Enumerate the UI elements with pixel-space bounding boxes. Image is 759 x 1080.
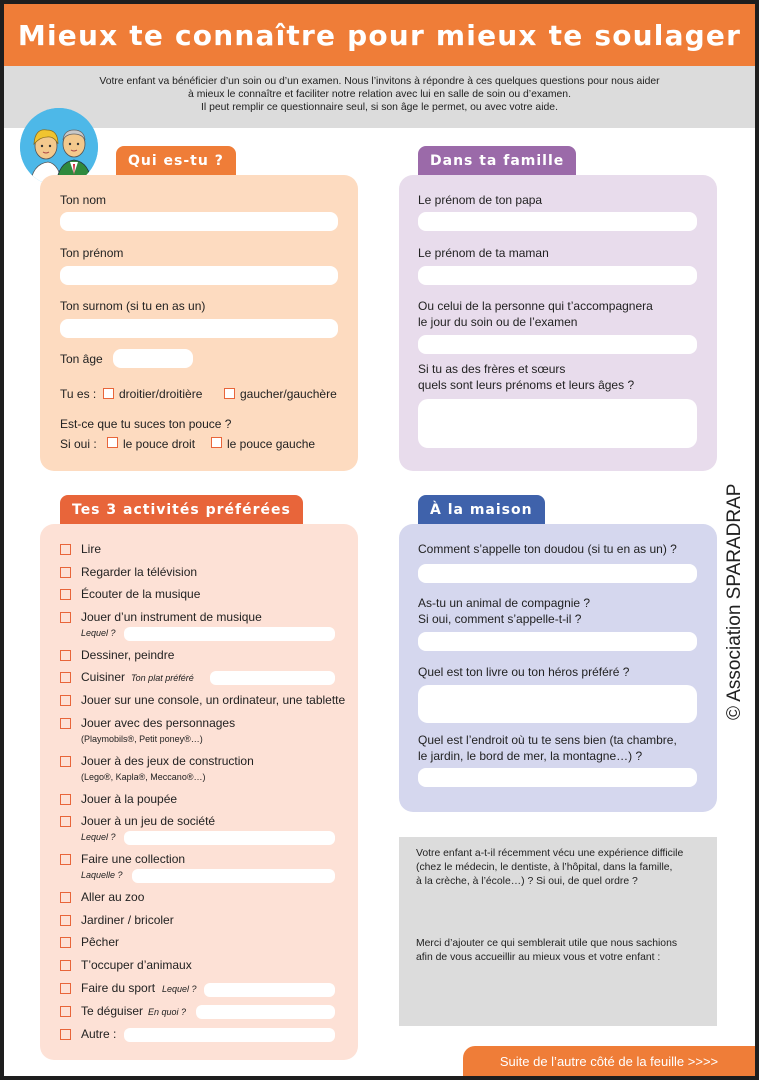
copyright-notice: © Association SPARADRAP — [724, 483, 745, 720]
label-maman: Le prénom de ta maman — [418, 246, 549, 260]
label-animal-2: Si oui, comment s’appelle-t-il ? — [418, 612, 582, 626]
livre-heros-field[interactable] — [418, 685, 697, 723]
label-endroit-1: Quel est l’endroit où tu te sens bien (ta chambre, — [418, 733, 677, 747]
autre-field[interactable] — [124, 1028, 335, 1042]
page-title: Mieux te connaître pour mieux te soulager — [17, 18, 742, 52]
label-age: Ton âge — [60, 352, 103, 366]
collection-field[interactable] — [132, 869, 335, 883]
droitier-checkbox[interactable] — [103, 388, 114, 399]
label-freres-2: quels sont leurs prénoms et leurs âges ? — [418, 378, 635, 392]
tab-a-la-maison — [418, 495, 545, 525]
endroit-field[interactable] — [418, 768, 697, 787]
maison-tab-label: À la maison — [430, 502, 533, 518]
label-pouce-droit: le pouce droit — [123, 437, 196, 451]
intro-line-3: Il peut remplir ce questionnaire seul, si son âge le permet, ou avec votre aide. — [201, 102, 558, 113]
label-nom: Ton nom — [60, 193, 107, 207]
label-droitier: droitier/droitière — [119, 387, 203, 401]
deguisement-field[interactable] — [196, 1005, 335, 1019]
parents-q1-line-3: à la crèche, à l’école…) ? Si oui, de quel ordre ? — [416, 876, 638, 887]
label-animal-1: As-tu un animal de compagnie ? — [418, 596, 591, 610]
plat-prefere-label: Ton plat préféré — [131, 673, 194, 683]
activite-label: Jouer d’un instrument de musique — [81, 610, 262, 624]
activite-label: Jouer à la poupée — [81, 792, 178, 806]
activite-label: Jouer à des jeux de construction — [81, 754, 254, 768]
page-header — [4, 4, 755, 66]
activite-checkbox[interactable] — [60, 960, 71, 971]
parents-question-2 — [416, 937, 701, 965]
animal-field[interactable] — [418, 632, 697, 651]
qui-tab-label: Qui es-tu ? — [128, 153, 224, 169]
activite-label: Jouer sur une console, un ordinateur, une tablette — [81, 693, 346, 707]
label-gaucher: gaucher/gauchère — [240, 387, 337, 401]
activite-label: T’occuper d’animaux — [81, 958, 192, 972]
next-page-banner — [463, 1046, 755, 1076]
activite-label: Te déguiser — [81, 1004, 144, 1018]
activite-checkbox[interactable] — [60, 756, 71, 767]
activite-label: Faire du sport — [81, 981, 156, 995]
label-tu-es: Tu es : — [60, 387, 97, 401]
activite-checkbox[interactable] — [60, 672, 71, 683]
label-surnom: Ton surnom (si tu en as un) — [60, 299, 206, 313]
activite-checkbox[interactable] — [60, 567, 71, 578]
instrument-lequel-label: Lequel ? — [81, 628, 116, 638]
plat-prefere-field[interactable] — [210, 671, 335, 685]
activite-checkbox[interactable] — [60, 937, 71, 948]
nom-field[interactable] — [60, 212, 338, 231]
parents-q2-line-1: Merci d’ajouter ce qui semblerait utile que nous sachions — [416, 938, 678, 949]
activite-label: Lire — [81, 542, 102, 556]
surnom-field[interactable] — [60, 319, 338, 338]
tab-activites — [60, 495, 303, 525]
pouce-gauche-checkbox[interactable] — [211, 437, 222, 448]
activite-label: Dessiner, peindre — [81, 648, 175, 662]
footer-label: Suite de l’autre côté de la feuille >>>> — [499, 1053, 719, 1069]
activite-checkbox[interactable] — [60, 1029, 71, 1040]
tab-qui-es-tu — [116, 146, 236, 176]
activite-checkbox[interactable] — [60, 589, 71, 600]
activite-label: Regarder la télévision — [81, 565, 198, 579]
activite-label: Jouer à un jeu de société — [81, 814, 216, 828]
activite-checkbox[interactable] — [60, 695, 71, 706]
activite-label: Pêcher — [81, 935, 120, 949]
activite-label: Autre : — [81, 1027, 117, 1041]
activite-checkbox[interactable] — [60, 854, 71, 865]
activite-checkbox[interactable] — [60, 892, 71, 903]
activite-checkbox[interactable] — [60, 544, 71, 555]
label-accompagnant-1: Ou celui de la personne qui t’accompagnera — [418, 299, 653, 313]
intro-text — [4, 66, 755, 128]
sport-lequel-label: Lequel ? — [162, 984, 197, 994]
accompagnant-field[interactable] — [418, 335, 697, 354]
pouce-droit-checkbox[interactable] — [107, 437, 118, 448]
activite-checkbox[interactable] — [60, 1006, 71, 1017]
jeu-societe-field[interactable] — [124, 831, 335, 845]
sport-field[interactable] — [204, 983, 335, 997]
activite-checkbox[interactable] — [60, 794, 71, 805]
activite-checkbox[interactable] — [60, 718, 71, 729]
freres-soeurs-field[interactable] — [418, 399, 697, 448]
famille-tab-label: Dans ta famille — [430, 153, 565, 169]
collection-laquelle-label: Laquelle ? — [81, 870, 123, 880]
parents-q2-line-2: afin de vous accueillir au mieux vous et votre enfant : — [416, 952, 661, 963]
activite-label: Faire une collection — [81, 852, 186, 866]
label-prenom: Ton prénom — [60, 246, 124, 260]
deguiser-en-quoi-label: En quoi ? — [148, 1007, 187, 1017]
label-papa: Le prénom de ton papa — [418, 193, 543, 207]
label-freres-1: Si tu as des frères et sœurs — [418, 362, 566, 376]
activite-checkbox[interactable] — [60, 915, 71, 926]
activite-label: Jouer avec des personnages — [81, 716, 236, 730]
gaucher-checkbox[interactable] — [224, 388, 235, 399]
activites-tab-label: Tes 3 activités préférées — [72, 502, 291, 518]
prenom-field[interactable] — [60, 266, 338, 285]
parents-question-1 — [416, 847, 701, 889]
intro-line-2: à mieux le connaître et faciliter notre relation avec lui en salle de soin ou d’examen. — [188, 89, 571, 100]
activite-checkbox[interactable] — [60, 816, 71, 827]
label-accompagnant-2: le jour du soin ou de l’examen — [418, 315, 578, 329]
instrument-field[interactable] — [124, 627, 335, 641]
activite-label: Cuisiner — [81, 670, 126, 684]
activite-checkbox[interactable] — [60, 612, 71, 623]
jeu-lequel-label: Lequel ? — [81, 832, 116, 842]
personnages-exemples: (Playmobils®, Petit poney®…) — [81, 734, 203, 744]
activite-checkbox[interactable] — [60, 650, 71, 661]
parents-q1-line-2: (chez le médecin, le dentiste, à l’hôpital, dans la famille, — [416, 862, 673, 873]
construction-exemples: (Lego®, Kapla®, Meccano®…) — [81, 772, 206, 782]
label-livre: Quel est ton livre ou ton héros préféré ? — [418, 665, 630, 679]
doudou-field[interactable] — [418, 564, 697, 583]
parents-q1-line-1: Votre enfant a-t-il récemment vécu une expérience difficile — [416, 848, 684, 859]
label-endroit-2: le jardin, le bord de mer, la montagne…) ? — [418, 749, 643, 763]
label-pouce-question: Est-ce que tu suces ton pouce ? — [60, 417, 232, 431]
maman-field[interactable] — [418, 266, 697, 285]
tab-dans-ta-famille — [418, 146, 576, 176]
activite-label: Aller au zoo — [81, 890, 145, 904]
activite-label: Jardiner / bricoler — [81, 913, 174, 927]
activite-label: Écouter de la musique — [81, 587, 201, 601]
label-pouce-gauche: le pouce gauche — [227, 437, 316, 451]
activite-checkbox[interactable] — [60, 983, 71, 994]
age-field[interactable] — [113, 349, 193, 368]
papa-field[interactable] — [418, 212, 697, 231]
label-si-oui: Si oui : — [60, 437, 97, 451]
parents-box[interactable] — [399, 837, 717, 1026]
label-doudou: Comment s’appelle ton doudou (si tu en as un) ? — [418, 542, 677, 556]
intro-line-1: Votre enfant va bénéficier d’un soin ou d’un examen. Nous l’invitons à répondre à ces quelques questions pour nous aider — [99, 76, 660, 87]
